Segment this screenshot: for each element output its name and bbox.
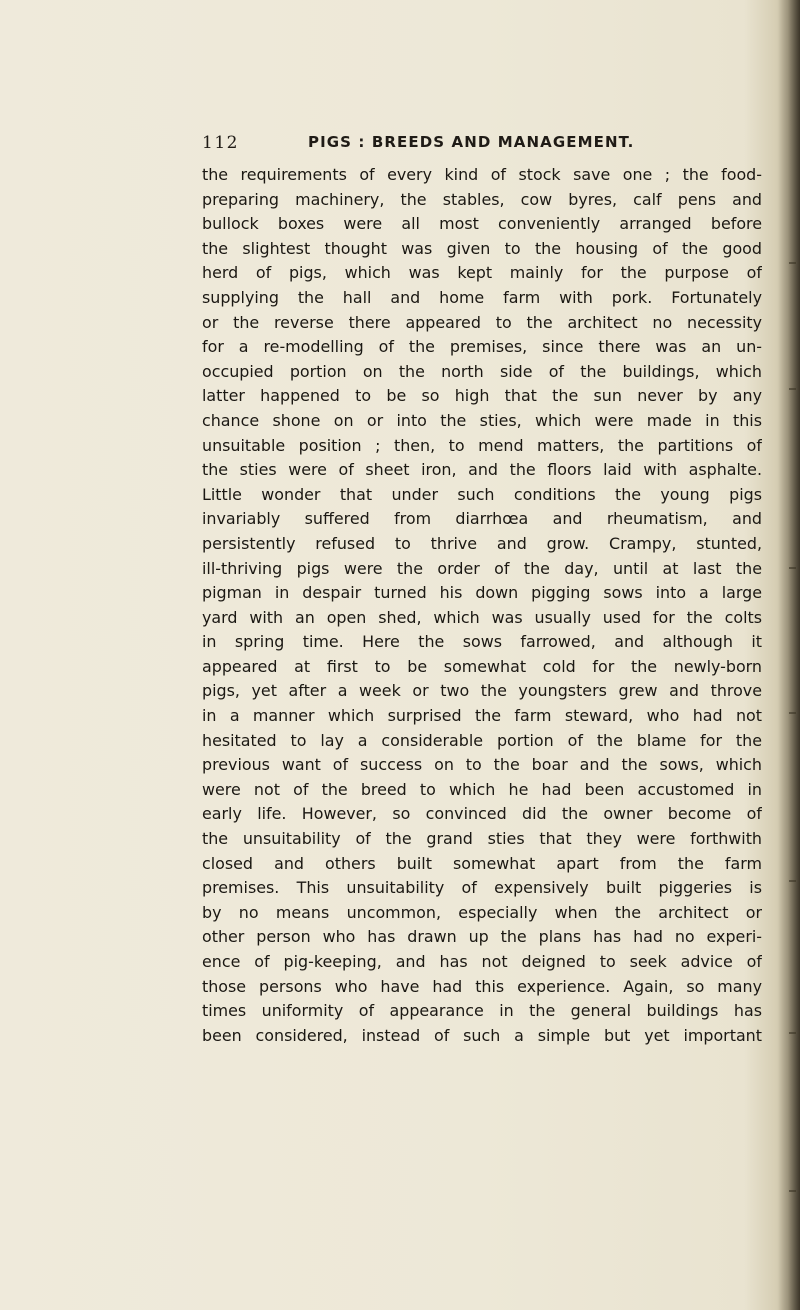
edge-mark xyxy=(789,880,796,882)
text-line: the unsuitability of the grand sties that they were forthwith xyxy=(202,829,762,849)
text-line: ence of pig-keeping, and has not deigned to seek advice of xyxy=(202,952,762,971)
text-line: in a manner which surprised the farm steward, who had not xyxy=(202,706,762,726)
text-line: premises. This unsuitability of expensively built piggeries is xyxy=(202,878,762,898)
text-line: unsuitable position ; then, to mend matters, the partitions of xyxy=(202,435,762,455)
text-line: the requirements of every kind of stock save one ; the food- xyxy=(202,165,762,184)
text-line: supplying the hall and home farm with pork. Fortunately xyxy=(202,287,762,307)
running-title: PIGS : BREEDS AND MANAGEMENT. xyxy=(308,133,635,151)
text-line: preparing machinery, the stables, cow byres, calf pens and xyxy=(202,189,762,209)
text-line: or the reverse there appeared to the architect no necessity xyxy=(202,312,762,332)
edge-mark xyxy=(789,567,796,569)
page-number: 112 xyxy=(202,133,239,153)
text-line: been considered, instead of such a simple but yet important xyxy=(202,1025,762,1045)
text-line: previous want of success on to the boar and the sows, which xyxy=(202,755,762,775)
text-line: pigs, yet after a week or two the youngsters grew and throve xyxy=(202,681,762,701)
edge-mark xyxy=(789,1032,796,1034)
page-edge-shadow xyxy=(778,0,800,1310)
text-line: invariably suffered from diarrhœa and rheumatism, and xyxy=(202,509,762,529)
text-line: latter happened to be so high that the sun never by any xyxy=(202,386,762,406)
text-line: times uniformity of appearance in the general buildings has xyxy=(202,1001,762,1021)
page-header xyxy=(202,133,762,157)
text-line: the slightest thought was given to the housing of the good xyxy=(202,238,762,258)
text-line: closed and others built somewhat apart from the farm xyxy=(202,853,762,873)
edge-mark xyxy=(789,712,796,714)
text-line: for a re-modelling of the premises, since there was an un- xyxy=(202,337,762,357)
text-line: yard with an open shed, which was usually used for the colts xyxy=(202,607,762,627)
edge-mark xyxy=(789,388,796,390)
text-line: ill-thriving pigs were the order of the day, until at last the xyxy=(202,558,762,578)
text-line: hesitated to lay a considerable portion of the blame for the xyxy=(202,730,762,750)
text-line: appeared at first to be somewhat cold for the newly-born xyxy=(202,656,762,676)
text-line: those persons who have had this experience. Again, so many xyxy=(202,976,762,996)
text-line: chance shone on or into the sties, which were made in this xyxy=(202,410,762,430)
text-line: other person who has drawn up the plans has had no experi- xyxy=(202,927,762,947)
text-line: by no means uncommon, especially when the architect or xyxy=(202,902,762,922)
text-line: persistently refused to thrive and grow. Crampy, stunted, xyxy=(202,533,762,553)
text-line: herd of pigs, which was kept mainly for the purpose of xyxy=(202,263,762,283)
text-line: Little wonder that under such conditions the young pigs xyxy=(202,484,762,504)
edge-mark xyxy=(789,1190,796,1192)
text-line: in spring time. Here the sows farrowed, and although it xyxy=(202,632,762,652)
body-text xyxy=(202,163,762,1048)
text-line: were not of the breed to which he had been accustomed in xyxy=(202,779,762,799)
text-line: pigman in despair turned his down pigging sows into a large xyxy=(202,583,762,603)
text-line: bullock boxes were all most conveniently arranged before xyxy=(202,214,762,234)
edge-mark xyxy=(789,262,796,264)
text-line: occupied portion on the north side of the buildings, which xyxy=(202,361,762,381)
text-line: early life. However, so convinced did the owner become of xyxy=(202,804,762,824)
text-line: the sties were of sheet iron, and the floors laid with asphalte. xyxy=(202,460,762,480)
